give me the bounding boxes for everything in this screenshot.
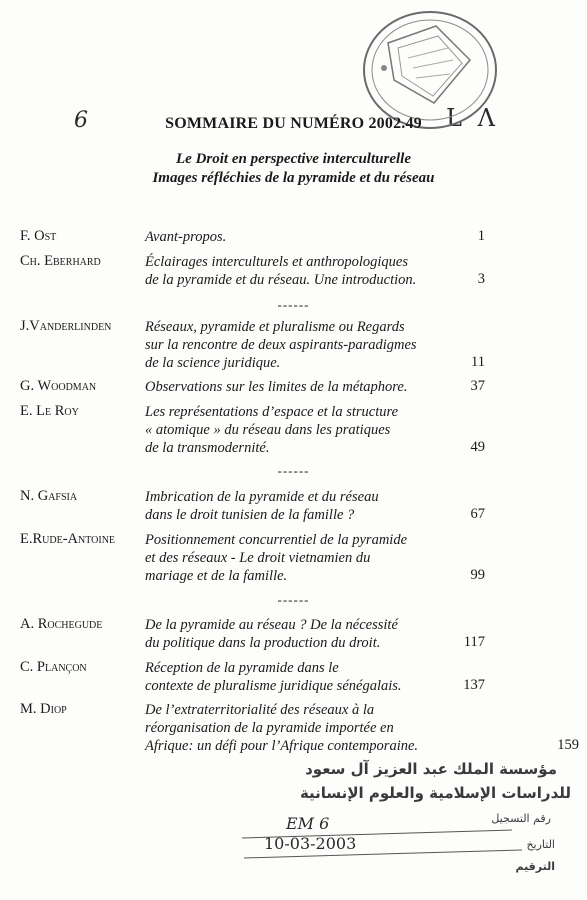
entry-page: 49 [470, 439, 485, 455]
entry-title: De la pyramide au réseau ? De la nécessité du politique dans la production du droit. [145, 617, 398, 651]
entry-title: Réception de la pyramide dans le contexte de pluralisme juridique sénégalais. [145, 660, 402, 694]
entry-page: 117 [463, 634, 485, 650]
entry-author: C. Plançon [20, 659, 87, 675]
entry-title: Positionnement concurrentiel de la pyramide et des réseaux - Le droit vietnamien du mariage et de la famille. [145, 532, 408, 584]
handwritten-corner-mark: L Λ [446, 104, 499, 132]
stamp-underlines [222, 738, 577, 868]
subtitle-line-2: Images réfléchies de la pyramide et du réseau [152, 170, 435, 186]
entry-page: 159 [557, 737, 579, 753]
separator: ------ [277, 592, 310, 607]
stamp-line-4-label: التاريخ [526, 838, 555, 851]
stamp-line-5-label: الترقيم [515, 860, 555, 873]
entry-page: 67 [470, 506, 485, 522]
entry-page: 1 [477, 228, 485, 244]
entry-title: Les représentations d’espace et la structure « atomique » du réseau dans les pratiques de la transmodernité. [145, 404, 399, 456]
page-title: SOMMAIRE DU NUMÉRO 2002.49 [165, 115, 422, 132]
stamp-date-value: 10-03-2003 [264, 834, 357, 853]
entry-author: A. Rochegude [20, 616, 103, 632]
stamp-line-3-label: رقم التسجيل [491, 812, 551, 825]
entry-title: Éclairages interculturels et anthropologiques de la pyramide et du réseau. Une introduction. [145, 254, 417, 288]
entry-title: Avant-propos. [145, 229, 227, 245]
stamp-line-2: للدراسات الإسلامية والعلوم الإنسانية [299, 784, 571, 802]
stamp-line-1: مؤسسة الملك عبد العزيز آل سعود [305, 760, 557, 778]
entry-title: Observations sur les limites de la métaphore. [145, 379, 408, 395]
entry-title: Réseaux, pyramide et pluralisme ou Regards sur la rencontre de deux aspirants-paradigmes de la science juridique. [145, 319, 417, 371]
entry-page: 3 [477, 271, 485, 287]
entry-author: N. Gafsia [20, 488, 78, 504]
entry-author: E.Rude-Antoine [20, 531, 116, 547]
entry-author: F. Ost [20, 228, 57, 244]
entry-page: 137 [463, 677, 485, 693]
handwritten-page-number: 6 [74, 108, 88, 133]
entry-title: Imbrication de la pyramide et du réseau dans le droit tunisien de la famille ? [145, 489, 379, 523]
stamp-registration-value: EM 6 [286, 814, 330, 833]
entry-author: Ch. Eberhard [20, 253, 101, 269]
library-stamp [222, 738, 577, 873]
entry-page: 37 [470, 378, 485, 394]
subtitle-line-1: Le Droit en perspective interculturelle [176, 151, 411, 167]
entry-author: E. Le Roy [20, 403, 79, 419]
entry-author: G. Woodman [20, 378, 97, 394]
separator: ------ [277, 463, 310, 478]
entry-title: De l’extraterritorialité des réseaux à la réorganisation de la pyramide importée en Afrique: un défi pour l’Afrique contemporaine. [145, 702, 419, 754]
entry-page: 11 [471, 354, 485, 370]
entry-page: 99 [470, 567, 485, 583]
entry-author: J.Vanderlinden [20, 318, 112, 334]
separator: ------ [277, 297, 310, 312]
entry-author: M. Diop [20, 701, 67, 717]
